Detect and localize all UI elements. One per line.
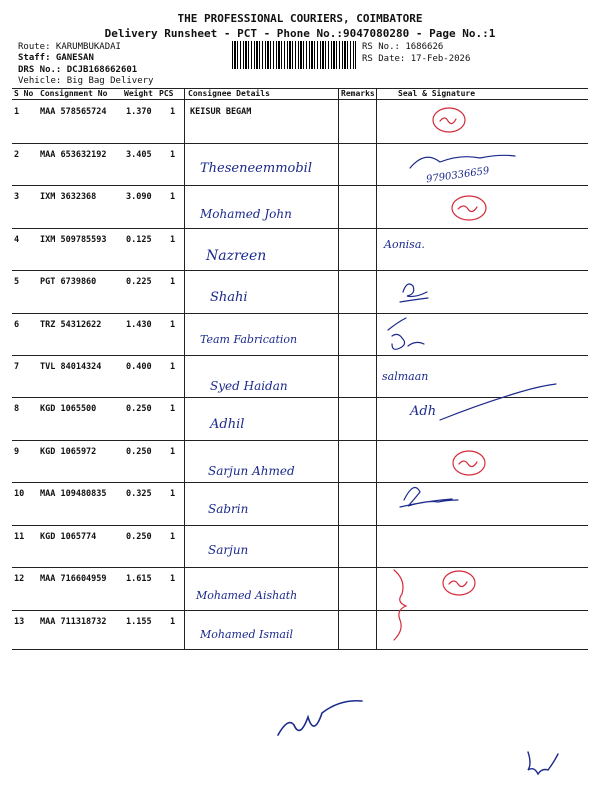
row-pcs: 1 <box>170 235 176 245</box>
row-sno: 13 <box>14 617 25 627</box>
bottom-signature-right <box>528 752 558 774</box>
sig-row8-stroke <box>440 384 556 420</box>
row-weight: 3.405 <box>126 150 152 160</box>
company-title: THE PROFESSIONAL COURIERS, COIMBATORE <box>177 12 423 25</box>
row-pcs: 1 <box>170 617 176 627</box>
seal-scribble-1 <box>440 118 456 124</box>
row-weight: 1.155 <box>126 617 152 627</box>
row-consignment: MAA 578565724 <box>40 107 107 117</box>
row-weight: 3.090 <box>126 192 152 202</box>
row-weight: 0.225 <box>126 277 152 287</box>
col-pcs: PCS <box>159 89 174 98</box>
row-seal-text: salmaan <box>382 370 429 383</box>
row-handwritten-name: Sarjun <box>208 543 249 557</box>
row-handwritten-name: Shahi <box>210 290 248 305</box>
row-weight: 0.125 <box>126 235 152 245</box>
row-weight: 1.430 <box>126 320 152 330</box>
row-sno: 9 <box>14 447 20 457</box>
row-seal-text: Aonisa. <box>384 238 425 251</box>
col-seal: Seal & Signature <box>398 89 476 98</box>
seal-scribble-12 <box>449 581 467 587</box>
row-handwritten-name: Mohamed Ismail <box>200 628 294 641</box>
row-handwritten-name: Nazreen <box>206 248 267 264</box>
vehicle-label: Vehicle: Big Bag Delivery <box>18 76 154 86</box>
row-sno: 2 <box>14 150 20 160</box>
row-consignment: MAA 653632192 <box>40 150 107 160</box>
row-consignment: PGT 6739860 <box>40 277 97 287</box>
row-sno: 10 <box>14 489 25 499</box>
row-sno: 1 <box>14 107 20 117</box>
row-consignment: IXM 509785593 <box>40 235 107 245</box>
row-weight: 0.250 <box>126 404 152 414</box>
seal-mark-3 <box>452 196 486 220</box>
row-pcs: 1 <box>170 277 176 287</box>
row-weight: 0.325 <box>126 489 152 499</box>
row-weight: 0.250 <box>126 447 152 457</box>
row-handwritten-name: Syed Haidan <box>210 379 288 393</box>
row-consignment: KGD 1065972 <box>40 447 97 457</box>
row-seal-text: 9790336659 <box>425 165 491 186</box>
row-consignment: TVL 84014324 <box>40 362 102 372</box>
col-consignment: Consignment No <box>40 89 108 98</box>
row-pcs: 1 <box>170 447 176 457</box>
row-handwritten-name: Mohamed John <box>200 207 292 221</box>
staff-label: Staff: GANESAN <box>18 53 94 63</box>
drs-label: DRS No.: DCJB168662601 <box>18 65 138 75</box>
col-consignee: Consignee Details <box>188 89 270 98</box>
row-consignment: IXM 3632368 <box>40 192 97 202</box>
seal-mark-9 <box>453 451 485 475</box>
row-consignment: MAA 109480835 <box>40 489 107 499</box>
row-pcs: 1 <box>170 320 176 330</box>
row-handwritten-name: Theseneemmobil <box>200 161 312 176</box>
seal-mark-1 <box>433 108 465 132</box>
row-consignment: KGD 1065500 <box>40 404 97 414</box>
row-pcs: 1 <box>170 192 176 202</box>
row-consignment: KGD 1065774 <box>40 532 97 542</box>
bottom-signature-left <box>278 701 362 735</box>
row-handwritten-name: Mohamed Aishath <box>196 589 298 602</box>
route-label: Route: KARUMBUKADAI <box>18 42 121 52</box>
row-sno: 11 <box>14 532 25 542</box>
row-weight: 0.400 <box>126 362 152 372</box>
runsheet-subtitle: Delivery Runsheet - PCT - Phone No.:9047080280 - Page No.:1 <box>104 27 496 40</box>
sig-row2 <box>410 155 515 168</box>
row-sno: 5 <box>14 277 20 287</box>
col-weight: Weight <box>124 89 153 98</box>
row-handwritten-name: Adhil <box>210 417 245 432</box>
row-sno: 3 <box>14 192 20 202</box>
col-remarks: Remarks <box>341 89 375 98</box>
row-sno: 7 <box>14 362 20 372</box>
row-pcs: 1 <box>170 150 176 160</box>
row-seal-text: Adh <box>410 404 437 419</box>
row-weight: 0.250 <box>126 532 152 542</box>
row-consignment: TRZ 54312622 <box>40 320 102 330</box>
seal-mark-12 <box>443 571 475 595</box>
row-consignment: MAA 716604959 <box>40 574 107 584</box>
row-weight: 1.370 <box>126 107 152 117</box>
rs-date: RS Date: 17-Feb-2026 <box>362 54 471 64</box>
row-pcs: 1 <box>170 107 176 117</box>
sig-row10 <box>400 488 458 508</box>
sig-row5 <box>400 284 428 302</box>
row-consignment: MAA 711318732 <box>40 617 107 627</box>
row-handwritten-name: Team Fabrication <box>200 333 298 346</box>
rs-number: RS No.: 1686626 <box>362 42 444 52</box>
seal-scribble-3 <box>458 206 477 212</box>
row-pcs: 1 <box>170 404 176 414</box>
row-sno: 6 <box>14 320 20 330</box>
col-sno: S No <box>14 89 34 98</box>
seal-scribble-9 <box>459 461 477 467</box>
row-pcs: 1 <box>170 489 176 499</box>
row-weight: 1.615 <box>126 574 152 584</box>
row-handwritten-name: Sarjun Ahmed <box>208 464 295 478</box>
row-handwritten-name: Sabrin <box>208 502 249 516</box>
row-pcs: 1 <box>170 362 176 372</box>
row-sno: 8 <box>14 404 20 414</box>
bracket-mark <box>394 570 406 640</box>
sig-row6 <box>388 318 424 349</box>
row-sno: 4 <box>14 235 20 245</box>
row-sno: 12 <box>14 574 25 584</box>
row-pcs: 1 <box>170 532 176 542</box>
row-pcs: 1 <box>170 574 176 584</box>
row-consignee: KEISUR BEGAM <box>190 107 252 117</box>
